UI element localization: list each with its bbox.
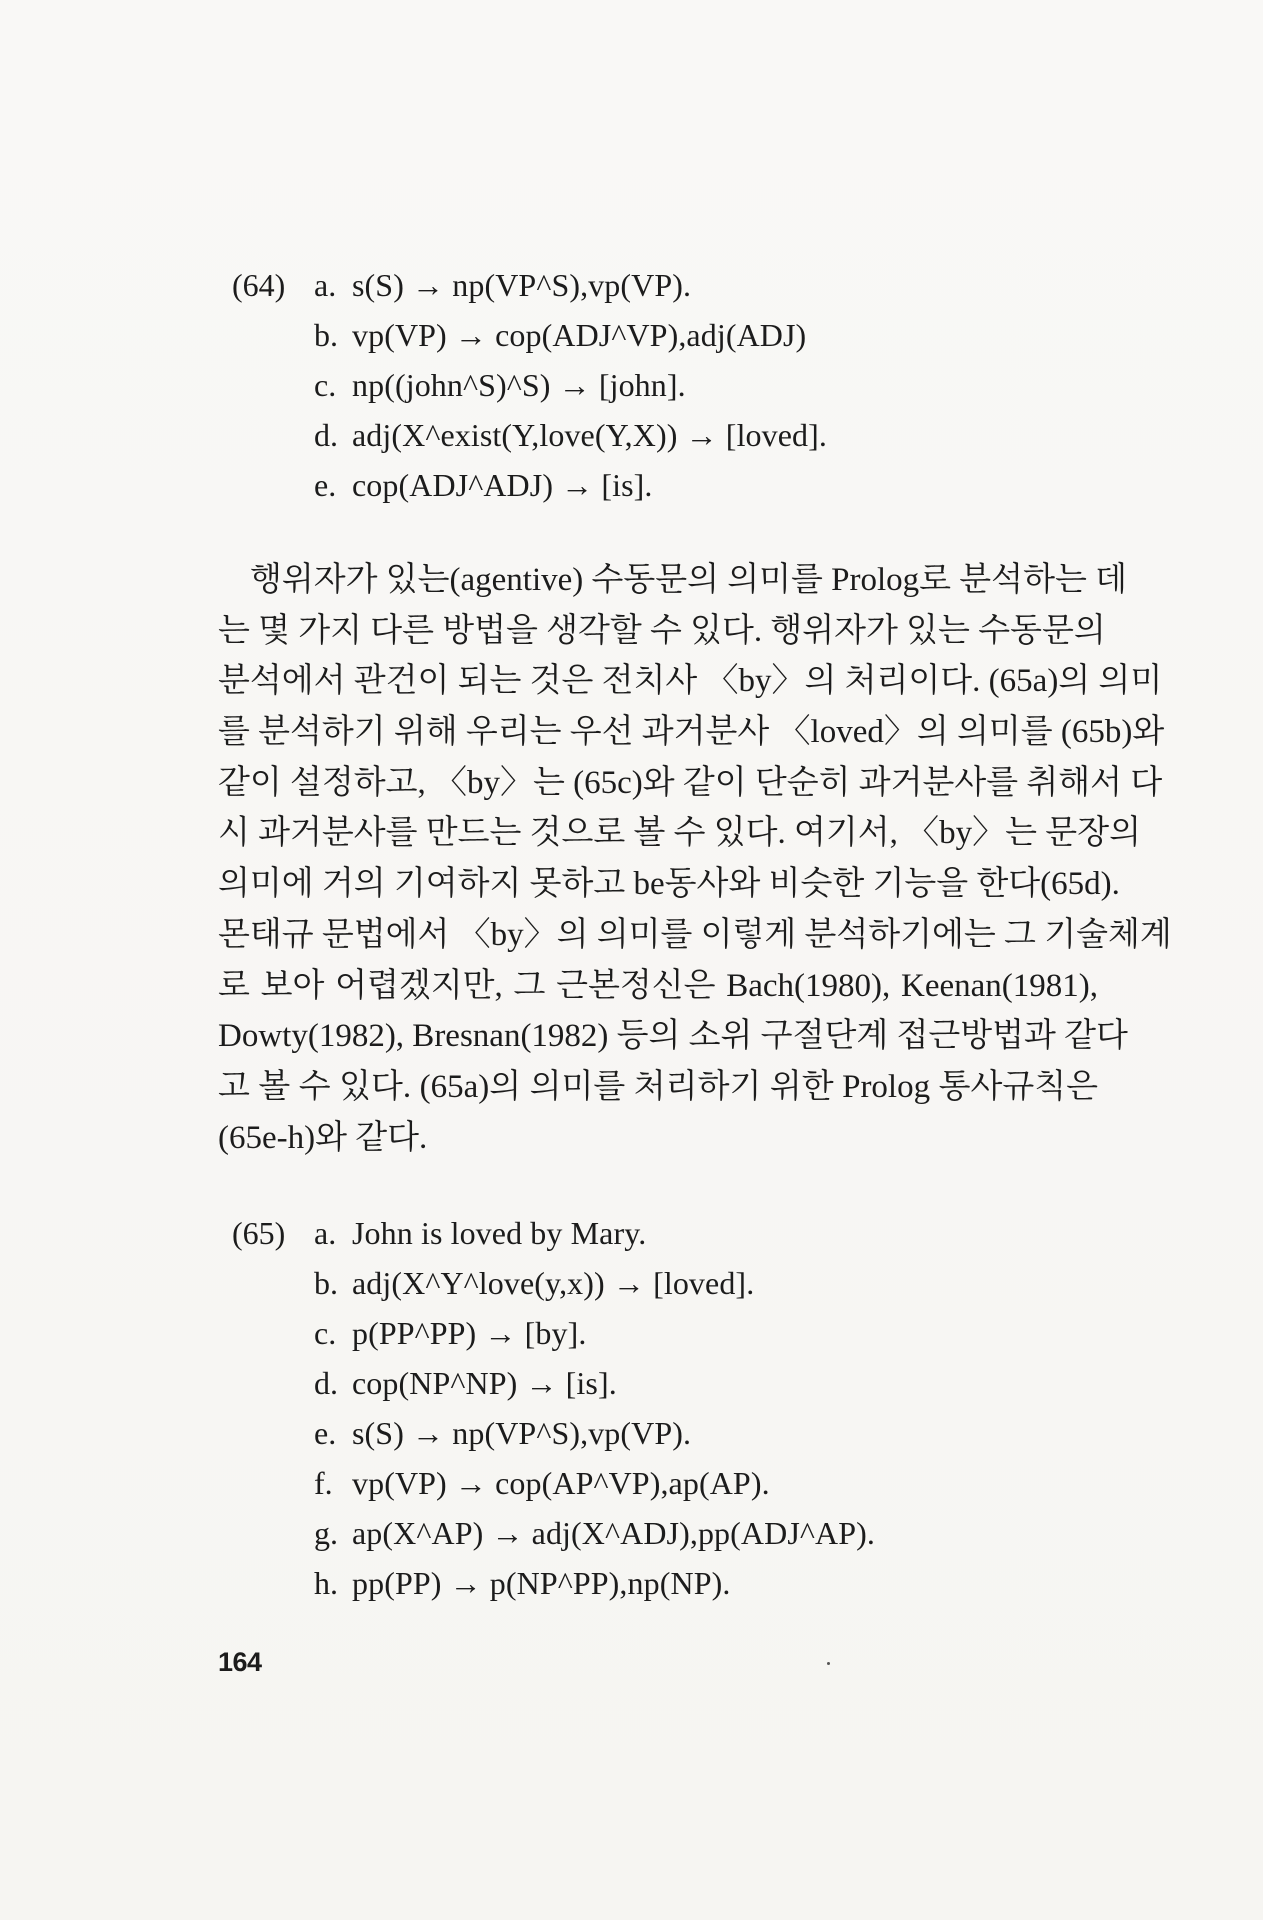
example-row (232, 1558, 875, 1608)
example-letter: g. (314, 1515, 338, 1551)
example-row (232, 310, 827, 360)
example-row (232, 1308, 875, 1358)
example-rule: s(S) → np(VP^S),vp(VP). (352, 1415, 692, 1451)
example-rule: adj(X^Y^love(y,x)) → [loved]. (352, 1265, 755, 1301)
example-rule: adj(X^exist(Y,love(Y,X)) → [loved]. (352, 417, 828, 453)
paragraph-line: 행위자가 있는(agentive) 수동문의 의미를 Prolog로 분석하는 데 (250, 562, 1127, 598)
paragraph-line: 시 과거분사를 만드는 것으로 볼 수 있다. 여기서, 〈by〉는 문장의 (218, 815, 1141, 852)
body-paragraph (218, 555, 1172, 1163)
example-row (232, 1358, 875, 1408)
example-row (232, 360, 827, 410)
example-number: (65) (232, 1215, 286, 1251)
example-letter: c. (314, 367, 337, 403)
paragraph-line: 로 보아 어렵겠지만, 그 근본정신은 Bach(1980), Keenan(1981), (218, 967, 1098, 1004)
example-letter: h. (314, 1565, 338, 1601)
example-rule: ap(X^AP) → adj(X^ADJ),pp(ADJ^AP). (352, 1515, 875, 1551)
example-letter: b. (314, 317, 338, 353)
example-row (232, 1408, 875, 1458)
paragraph-line: 같이 설정하고, 〈by〉는 (65c)와 같이 단순히 과거분사를 취해서 다 (218, 764, 1163, 801)
example-row (232, 1458, 875, 1508)
example-rule: p(PP^PP) → [by]. (352, 1315, 587, 1351)
example-row (232, 1258, 875, 1308)
paragraph-line: 를 분석하기 위해 우리는 우선 과거분사 〈loved〉의 의미를 (65b)와 (218, 714, 1165, 751)
example-64 (232, 260, 827, 510)
example-rule: cop(NP^NP) → [is]. (352, 1365, 617, 1401)
print-speck (827, 1662, 830, 1665)
example-sentence: John is loved by Mary. (352, 1215, 647, 1251)
example-letter: c. (314, 1315, 337, 1351)
example-rule: cop(ADJ^ADJ) → [is]. (352, 467, 653, 503)
example-row (232, 1508, 875, 1558)
paragraph-line: 분석에서 관건이 되는 것은 전치사 〈by〉의 처리이다. (65a)의 의미 (218, 663, 1163, 700)
paragraph-line: 의미에 거의 기여하지 못하고 be동사와 비슷한 기능을 한다(65d). (218, 866, 1120, 903)
example-row (232, 1208, 875, 1258)
paragraph-line: 는 몇 가지 다른 방법을 생각할 수 있다. 행위자가 있는 수동문의 (218, 612, 1106, 649)
example-letter: e. (314, 1415, 337, 1451)
paragraph-line: 몬태규 문법에서 〈by〉의 의미를 이렇게 분석하기에는 그 기술체계 (218, 916, 1172, 953)
example-letter: e. (314, 467, 337, 503)
example-row (232, 460, 827, 510)
example-rule: vp(VP) → cop(AP^VP),ap(AP). (352, 1465, 770, 1501)
example-letter: b. (314, 1265, 338, 1301)
example-letter: a. (314, 1215, 337, 1251)
example-rule: pp(PP) → p(NP^PP),np(NP). (352, 1565, 731, 1601)
paragraph-line: Dowty(1982), Bresnan(1982) 등의 소위 구절단계 접근방법과 같다 (218, 1018, 1128, 1055)
example-letter: d. (314, 417, 338, 453)
example-letter: f. (314, 1465, 333, 1501)
example-number: (64) (232, 267, 286, 303)
example-row (232, 260, 827, 310)
example-row (232, 410, 827, 460)
example-rule: s(S) → np(VP^S),vp(VP). (352, 267, 692, 303)
example-65 (232, 1208, 875, 1608)
example-letter: d. (314, 1365, 338, 1401)
example-letter: a. (314, 267, 337, 303)
paragraph-line: (65e-h)와 같다. (218, 1119, 428, 1156)
paragraph-line: 고 볼 수 있다. (65a)의 의미를 처리하기 위한 Prolog 통사규칙은 (218, 1068, 1098, 1105)
page-number: 164 (218, 1647, 262, 1677)
example-rule: np((john^S)^S) → [john]. (352, 367, 686, 403)
example-rule: vp(VP) → cop(ADJ^VP),adj(ADJ) (352, 317, 807, 353)
